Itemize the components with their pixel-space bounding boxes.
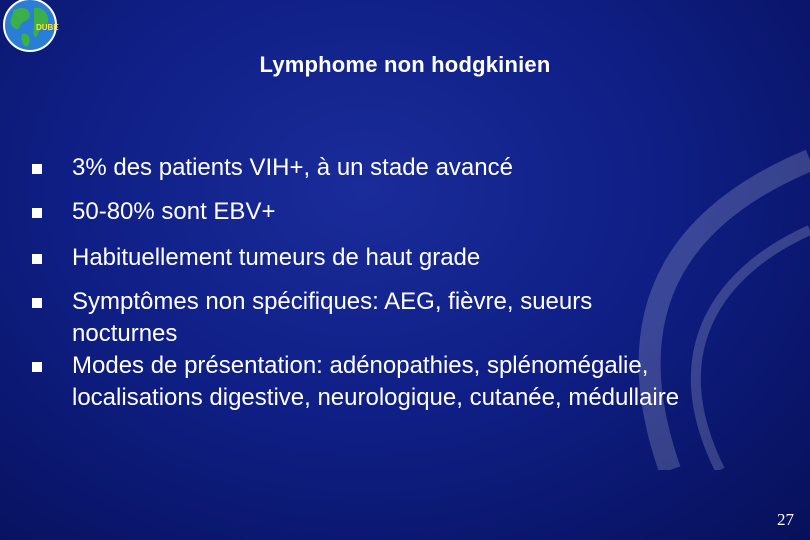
bullet-text-line2: localisations digestive, neurologique, cutanée, médullaire bbox=[72, 384, 680, 411]
bullet-item bbox=[30, 242, 790, 274]
bullet-item bbox=[30, 350, 790, 414]
bullet-text-line1: Modes de présentation: adénopathies, splénomégalie, bbox=[72, 352, 649, 379]
globe-icon bbox=[0, 0, 62, 52]
square-bullet-icon bbox=[32, 254, 42, 264]
bullet-item bbox=[30, 286, 790, 350]
bullet-text: 50-80% sont EBV+ bbox=[72, 198, 276, 225]
square-bullet-icon bbox=[32, 164, 42, 174]
bullet-list bbox=[30, 152, 790, 414]
bullet-item bbox=[30, 196, 790, 228]
page-number: 27 bbox=[777, 510, 794, 529]
logo-text: DUBE bbox=[36, 23, 59, 32]
bullet-text: Habituellement tumeurs de haut grade bbox=[72, 244, 481, 271]
square-bullet-icon bbox=[32, 208, 42, 218]
bullet-text-line1: Symptômes non spécifiques: AEG, fièvre, sueurs bbox=[72, 288, 593, 315]
bullet-item bbox=[30, 152, 790, 184]
bullet-text: 3% des patients VIH+, à un stade avancé bbox=[72, 154, 513, 181]
slide-title: Lymphome non hodgkinien bbox=[259, 52, 551, 77]
square-bullet-icon bbox=[32, 298, 42, 308]
bullet-text-line2: nocturnes bbox=[72, 320, 178, 347]
square-bullet-icon bbox=[32, 362, 42, 372]
globe-logo bbox=[0, 0, 62, 52]
